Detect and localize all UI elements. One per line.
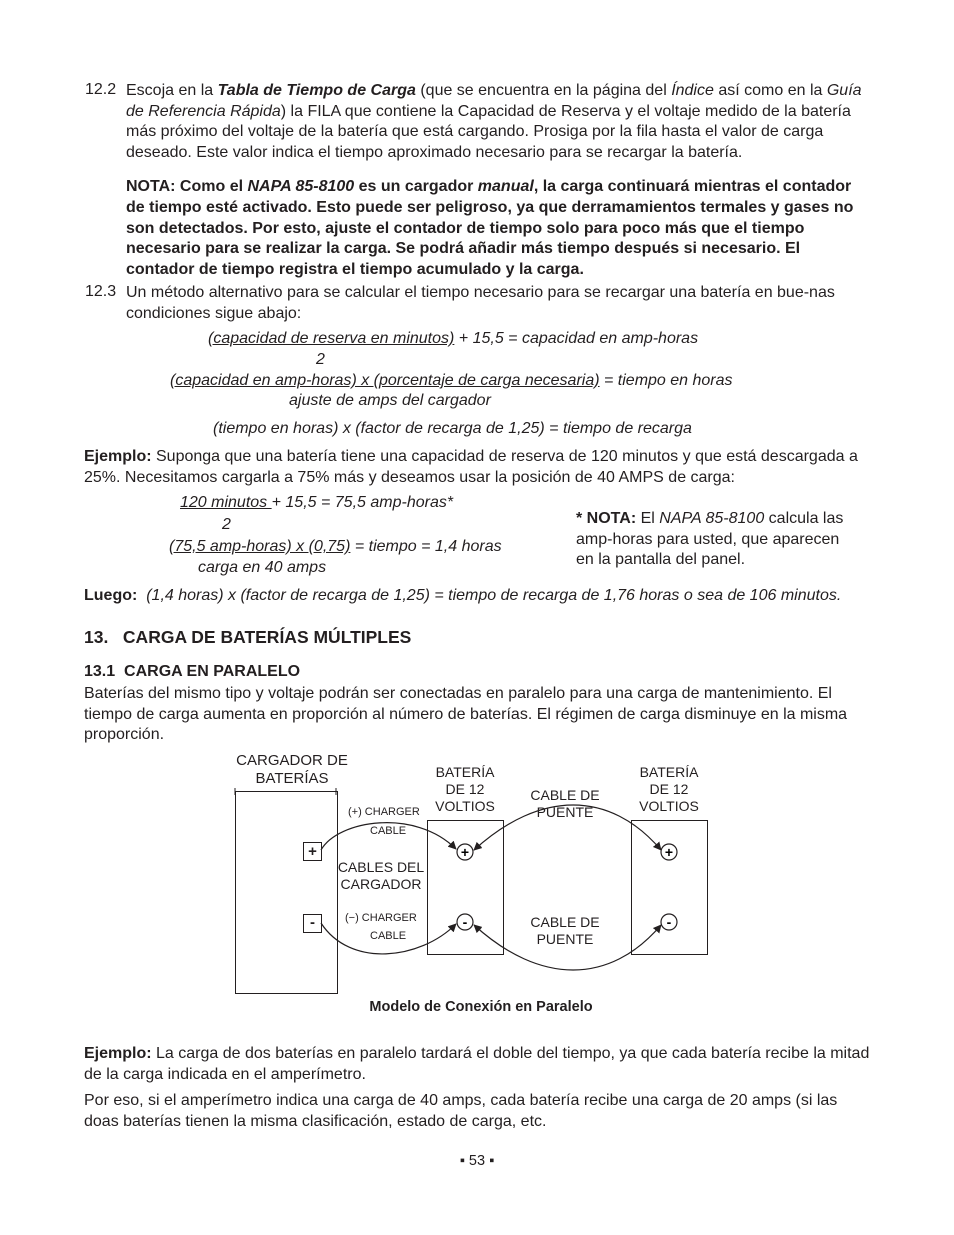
negative-charger-cable	[321, 923, 456, 954]
diagram-caption: Modelo de Conexión en Paralelo	[369, 999, 593, 1015]
calc-1: 120 minutos + 15,5 = 75,5 amp-horas*	[180, 494, 454, 511]
formula-1: (capacidad de reserva en minutos) + 15,5 = capacidad en amp-horas	[208, 330, 699, 347]
step-12-2-text: Escoja en la Tabla de Tiempo de Carga (que se encuentra en la página del Índice así como en la Guía de Referencia Rápida) la FILA que contiene la Capacidad de Reserva y el voltaje medido de la batería más próximo del voltaje de la batería que está cargando. Prosiga por la fila hasta el valor de carga deseado. Este valor indica el tiempo aproximado necesario para se recargar la batería.	[126, 82, 862, 161]
svg-text:-: -	[666, 914, 672, 930]
svg-text:-: -	[462, 914, 468, 930]
footer-bullet-left: ▪	[459, 1153, 465, 1169]
step-number-12-3: 12.3	[85, 283, 117, 300]
jumper-cable-top-label: CABLE DE PUENTE	[530, 787, 600, 820]
battery-1-label: BATERÍA DE 12 VOLTIOS	[435, 764, 495, 814]
charger-negative-terminal: -	[303, 914, 322, 933]
jumper-cable-bottom-label: CABLE DE PUENTE	[530, 914, 600, 947]
negative-cable-sub-label: CABLE	[370, 930, 407, 942]
page-footer	[440, 1153, 514, 1169]
luego-line: Luego: (1,4 horas) x (factor de recarga de 1,25) = tiempo de recarga de 1,76 horas o sea de 106 minutos.	[84, 587, 842, 604]
formula-2-denominator: ajuste de amps del cargador	[289, 392, 491, 409]
step-number-12-2: 12.2	[85, 81, 117, 98]
calc-2-denominator: carga en 40 amps	[198, 559, 327, 576]
warning-note: NOTA: Como el NAPA 85-8100 es un cargador manual, la carga continuará mientras el contador de tiempo esté activado. Esto puede ser peligroso, ya que derramamientos termales y gases no son detectados. Por esto, ajuste el contador de tiempo solo para poco más que el tiempo necesario para se realizar la carga. Se podrá añadir más tiempo después si necesario. El contador de tiempo registra el tiempo acumulado y la carga.	[126, 178, 854, 279]
charger-label: CARGADOR DE BATERÍAS	[236, 752, 348, 787]
charger-cables-label: CABLES DEL CARGADOR	[337, 859, 425, 892]
positive-cable-label: (+) CHARGER	[348, 806, 420, 818]
section-13-heading: 13. CARGA DE BATERÍAS MÚLTIPLES	[84, 627, 412, 647]
svg-text:+: +	[664, 844, 674, 860]
formula-2: (capacidad en amp-horas) x (porcentaje de carga necesaria) = tiempo en horas	[170, 372, 733, 389]
calc-2: (75,5 amp-horas) x (0,75) = tiempo = 1,4 horas	[169, 538, 502, 555]
calc-1-denominator: 2	[222, 516, 231, 533]
battery-2-label: BATERÍA DE 12 VOLTIOS	[639, 764, 699, 814]
page-number: 53	[468, 1153, 486, 1169]
example-2: Ejemplo: La carga de dos baterías en paralelo tardará el doble del tiempo, ya que cada batería recibe la mitad de la carga indicada en el amperímetro.	[84, 1045, 870, 1083]
side-note: * NOTA: El NAPA 85-8100 calcula las amp-horas para usted, que aparecen en la pantalla del panel.	[576, 510, 844, 569]
formula-3: (tiempo en horas) x (factor de recarga de 1,25) = tiempo de recarga	[213, 420, 692, 437]
charger-positive-terminal: +	[303, 842, 322, 861]
final-paragraph: Por eso, si el amperímetro indica una carga de 40 amps, cada batería recibe una carga de 20 amps (si las doas baterías tienen la misma clasificación, estado de carga, etc.	[84, 1092, 838, 1130]
section-13-1-text: Baterías del mismo tipo y voltaje podrán ser conectadas en paralelo para una carga de mantenimiento. El tiempo de carga aumenta en proporción al número de baterías. El régimen de carga disminuye en la misma proporción.	[84, 685, 848, 744]
jumper-cable-top	[474, 805, 661, 850]
positive-cable-sub-label: CABLE	[370, 825, 407, 837]
jumper-cable-bottom	[474, 925, 661, 970]
step-12-3-text: Un método alternativo para se calcular el tiempo necesario para se recargar una batería en bue-nas condiciones sigue abajo:	[126, 284, 835, 322]
example-1: Ejemplo: Suponga que una batería tiene una capacidad de reserva de 120 minutos y que está descargada a 25%. Necesitamos cargarla a 75% más y deseamos usar la posición de 40 AMPS de carga:	[84, 448, 858, 486]
footer-bullet-right: ▪	[489, 1153, 495, 1169]
formula-1-denominator: 2	[316, 351, 325, 368]
section-13-1-heading: 13.1 CARGA EN PARALELO	[84, 663, 301, 680]
positive-charger-cable	[321, 823, 456, 850]
negative-cable-label: (−) CHARGER	[345, 912, 417, 924]
svg-text:+: +	[460, 844, 470, 860]
